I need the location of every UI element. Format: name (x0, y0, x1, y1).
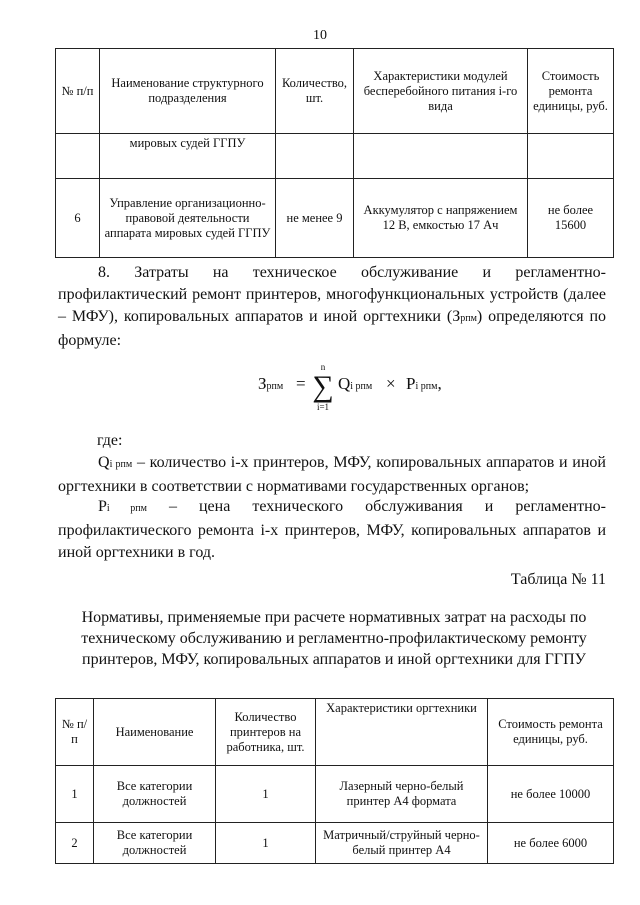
table-cell: не менее 9 (276, 179, 354, 258)
definition-q-symbol: Q (98, 454, 110, 471)
table-header-row (56, 699, 614, 766)
header-cell: Количество, шт. (276, 49, 354, 134)
sigma-icon: ∑ (312, 370, 334, 403)
formula (258, 362, 478, 412)
formula-q-sub: i рпм (350, 381, 373, 392)
formula-tail: , (437, 374, 442, 393)
table-cell (528, 134, 614, 179)
table-header-row (56, 49, 614, 134)
table-cell: не более 6000 (488, 823, 614, 864)
table-cell: Матричный/струйный черно-белый принтер А4 (316, 823, 488, 864)
header-cell: Наименование (94, 699, 216, 766)
printers-table (55, 698, 614, 864)
formula-q (338, 374, 372, 394)
definition-p-symbol: P (98, 498, 107, 515)
table-cell: 1 (216, 766, 316, 823)
table-caption: Таблица № 11 (510, 571, 606, 588)
sum-upper-limit: n (320, 362, 326, 372)
modules-table (55, 48, 614, 258)
definition-q-text: – количество i-х принтеров, МФУ, копировальных аппаратов и иной оргтехники в соответствии с нормативами государственных органов; (58, 454, 606, 495)
table-cell (276, 134, 354, 179)
formula-q-main: Q (338, 374, 351, 393)
formula-lhs-main: З (258, 374, 267, 393)
table-cell: Управление организационно-правовой деятельности аппарата мировых судей ГГПУ (100, 179, 276, 258)
table-cell (56, 134, 100, 179)
page-number: 10 (313, 28, 327, 43)
definition-p (58, 496, 606, 564)
table-title: Нормативы, применяемые при расчете нормативных затрат на расходы по техническому обслуживанию и регламентно-профилактическому ремонту принтеров, МФУ, копировальных аппаратов и иной оргтехники для ГГПУ (81, 609, 587, 668)
header-cell: Стоимость ремонта единицы, руб. (528, 49, 614, 134)
header-cell: № п/п (56, 699, 94, 766)
table-row (56, 134, 614, 179)
formula-p-sub: i рпм (415, 381, 438, 392)
table-cell: мировых судей ГГПУ (100, 134, 276, 179)
paragraph-8 (58, 262, 606, 352)
formula-p (406, 374, 442, 394)
header-cell: Количество принтеров на работника, шт. (216, 699, 316, 766)
sigma-symbol (308, 362, 338, 412)
header-cell: № п/п (56, 49, 100, 134)
formula-lhs (258, 374, 283, 394)
where-label: где: (97, 432, 123, 449)
table-cell (354, 134, 528, 179)
symbol-z-main: З (452, 308, 461, 325)
formula-times: × (386, 374, 396, 393)
header-cell: Характеристики оргтехники (316, 699, 488, 766)
table-row (56, 179, 614, 258)
definition-p-text: – цена технического обслуживания и регламентно-профилактического ремонта i-х принтеров, МФУ, копировальных аппаратов и иной оргтехники в год. (58, 498, 606, 561)
formula-lhs-sub: рпм (266, 381, 284, 392)
paragraph-8-text: 8. Затраты на техническое обслуживание и регламентно-профилактический ремонт принтеров, многофункциональных устройств (далее – МФУ), копировальных аппаратов и иной оргтехники ( (58, 264, 606, 325)
table-row (56, 766, 614, 823)
symbol-z-sub: рпм (460, 313, 477, 324)
table-cell: не более 10000 (488, 766, 614, 823)
table-cell: 1 (56, 766, 94, 823)
table-cell: 1 (216, 823, 316, 864)
table-cell: Аккумулятор с напряжением 12 В, емкостью 17 Ач (354, 179, 528, 258)
definition-q (58, 452, 606, 498)
definition-p-sub: i рпм (106, 503, 147, 514)
table-cell: не более 15600 (528, 179, 614, 258)
formula-equals: = (296, 374, 306, 393)
symbol-z (452, 308, 477, 325)
definition-q-sub: i рпм (109, 459, 133, 470)
paragraph-8-end: ) определяются по формуле: (58, 308, 607, 349)
table-cell: 6 (56, 179, 100, 258)
formula-p-main: P (406, 374, 416, 393)
table-cell: Все категории должностей (94, 823, 216, 864)
header-cell: Характеристики модулей бесперебойного питания i-го вида (354, 49, 528, 134)
sum-lower-limit: i=1 (316, 402, 330, 412)
table-row (56, 823, 614, 864)
table-cell: Лазерный черно-белый принтер А4 формата (316, 766, 488, 823)
table-cell: Все категории должностей (94, 766, 216, 823)
table-cell: 2 (56, 823, 94, 864)
header-cell: Стоимость ремонта единицы, руб. (488, 699, 614, 766)
header-cell: Наименование структурного подразделения (100, 49, 276, 134)
